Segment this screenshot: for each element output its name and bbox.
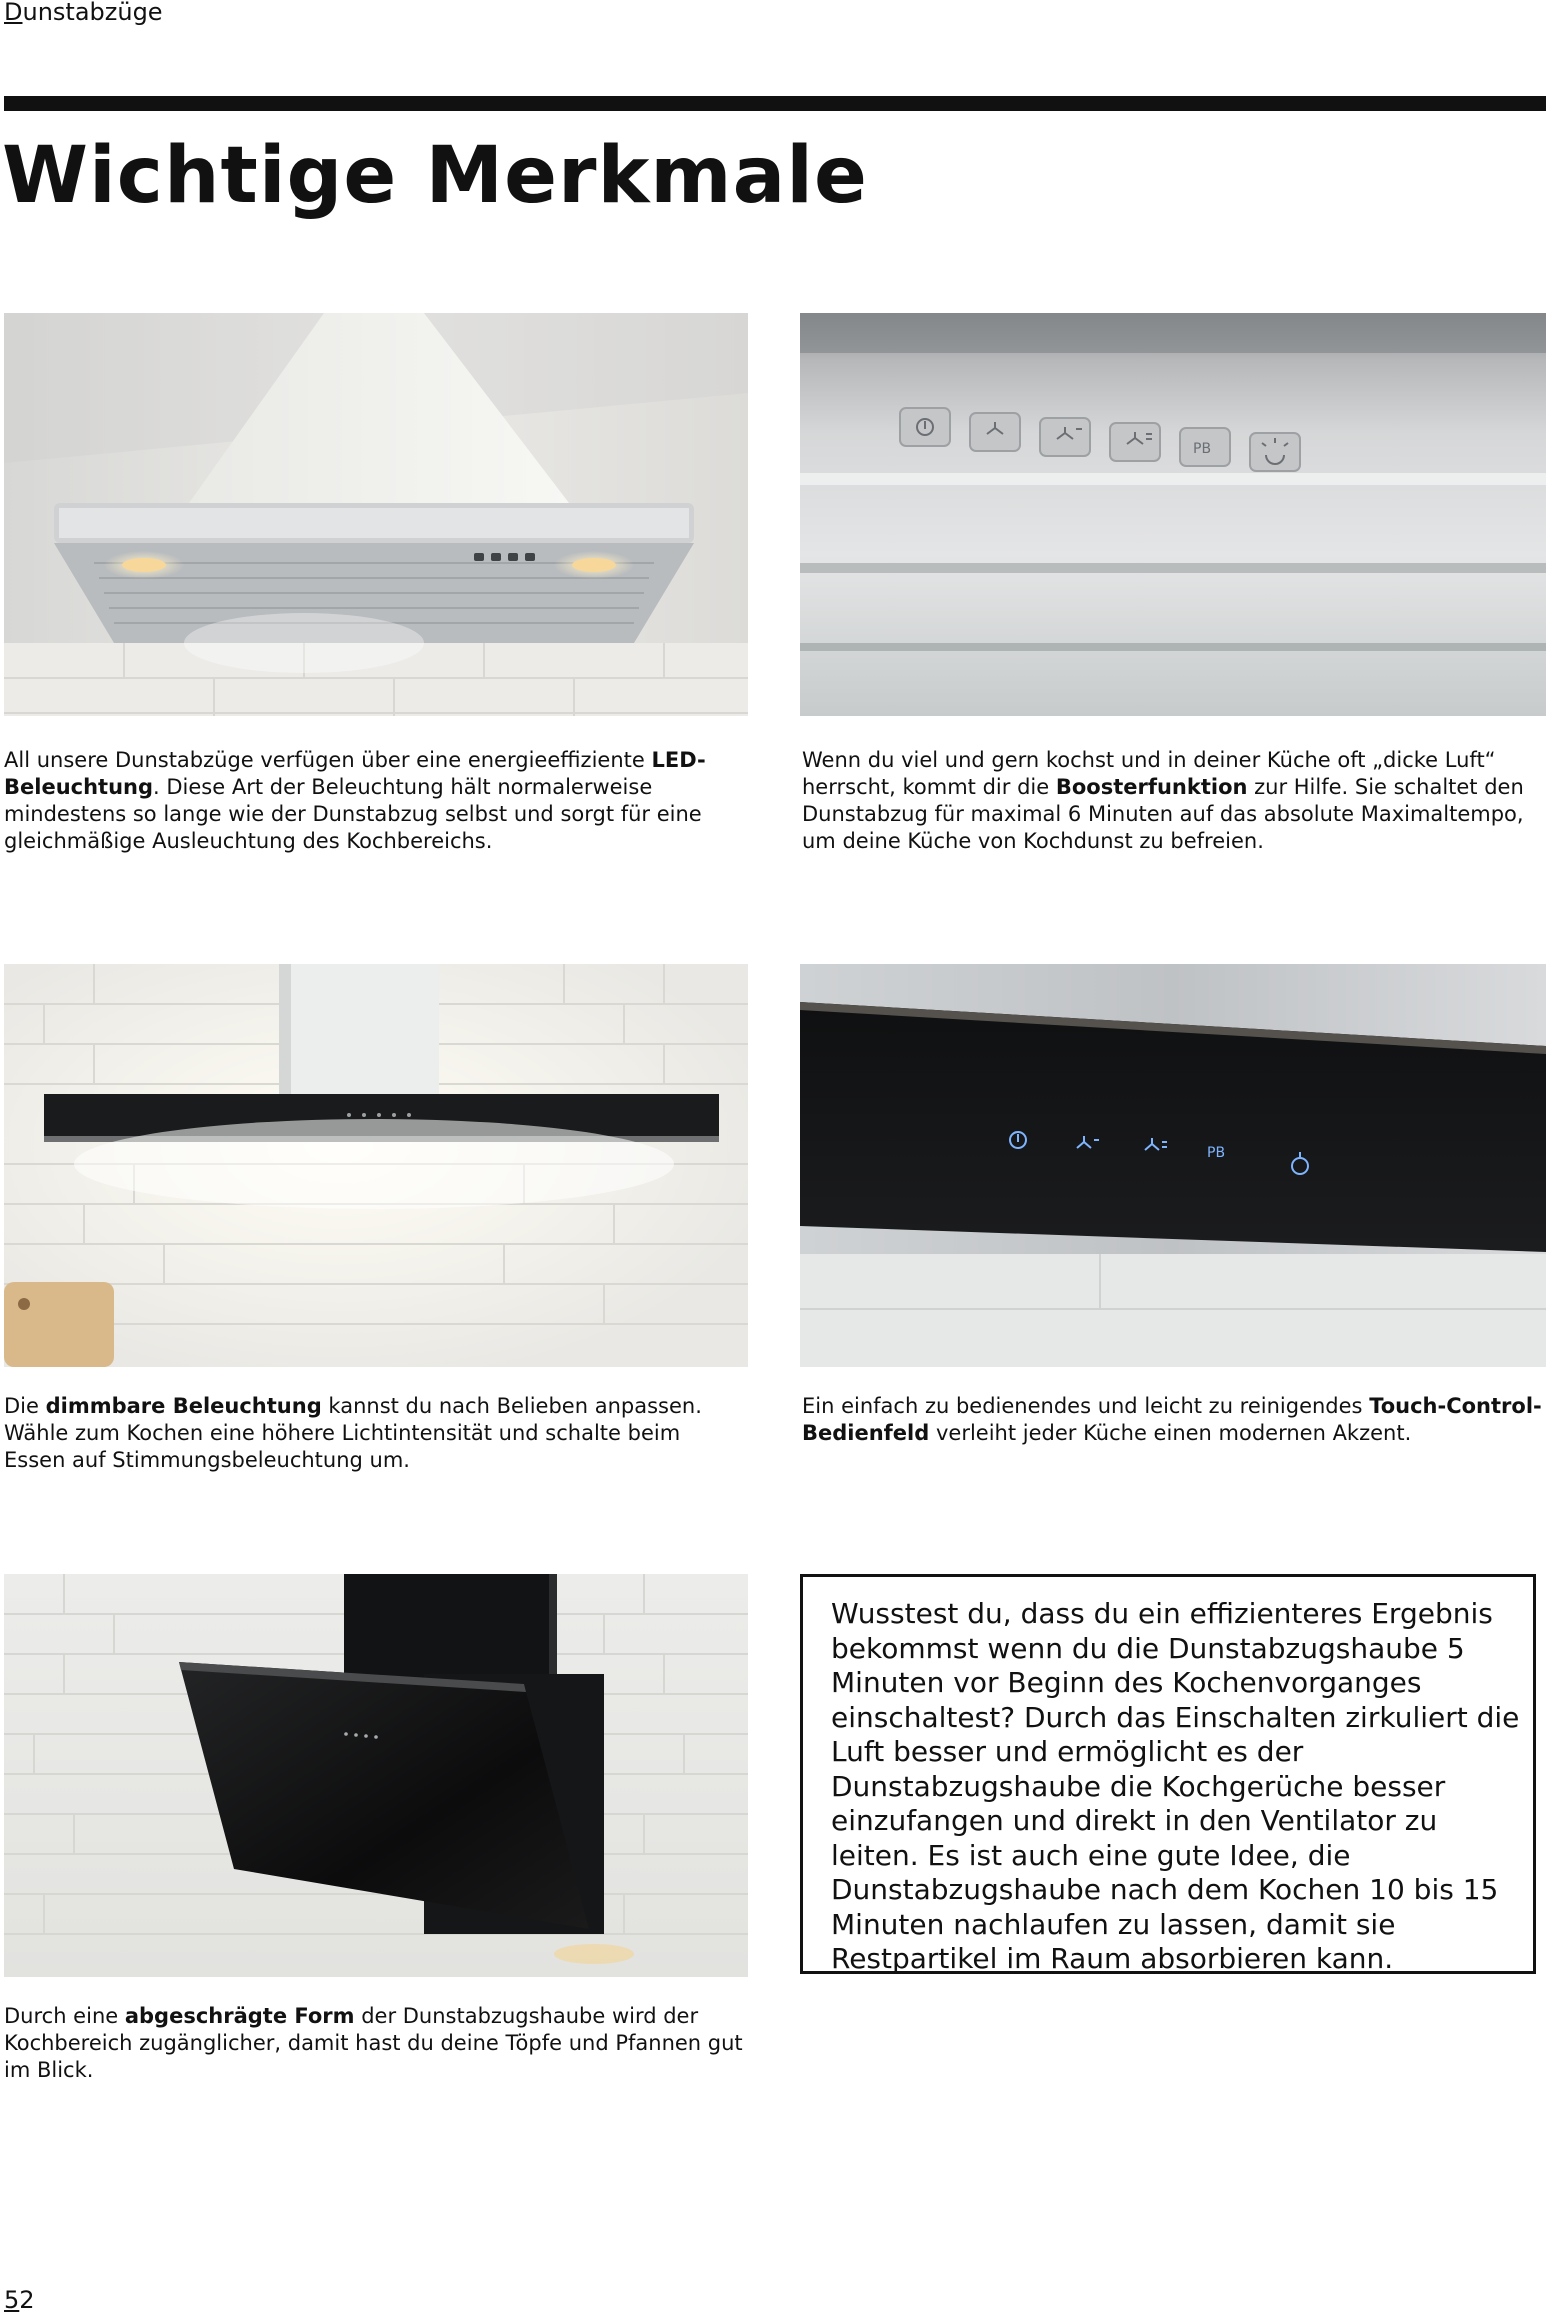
photo-chimney-hood-led (4, 313, 748, 716)
caption-booster-function: Wenn du viel und gern kochst und in deiner Küche oft „dicke Luft“ herrscht, kommt dir die Boosterfunktion zur Hilfe. Sie schaltet den Dunstabzug für maximal 6 Minuten auf das absolute Maximaltempo, um deine Küche von Kochdunst zu befreien. (802, 748, 1524, 853)
caption-dimmable-lighting: Die dimmbare Beleuchtung kannst du nach Belieben anpassen. Wähle zum Kochen eine höhere Lichtintensität und schalte beim Essen auf Stimmungsbeleuchtung um. (4, 1394, 702, 1472)
caption-angled-form: Durch eine abgeschrägte Form der Dunstabzugshaube wird der Kochbereich zugänglicher, damit hast du deine Töpfe und Pfannen gut im Blick. (4, 2004, 743, 2082)
photo-button-control-panel (800, 313, 1546, 716)
photo-touch-control-panel (800, 964, 1546, 1367)
svg-text:PB: PB (1193, 441, 1212, 457)
info-box-text: Wusstest du, dass du ein effizienteres Ergebnis bekommst wenn du die Dunstabzugshaube 5 Minuten vor Beginn des Kochenvorganges einschaltest? Durch das Einschalten zirkuliert die Luft besser und ermöglicht es der Dunstabzugshaube die Kochgerüche besser einzufangen und direkt in den Ventilator zu leiten. Es ist auch eine gute Idee, die Dunstabzugshaube nach dem Kochen 10 bis 15 Minuten nachlaufen zu lassen, damit sie Restpartikel im Raum absorbieren kann. (831, 1597, 1520, 1975)
page-number: 52 (4, 2286, 35, 2314)
section-label (4, 0, 163, 24)
page-title: Wichtige Merkmale (2, 131, 868, 221)
photo-dimmable-lighting (4, 964, 748, 1367)
section-label-initial: D (4, 0, 23, 26)
header-rule (4, 96, 1546, 111)
info-box-tip (800, 1574, 1536, 1974)
svg-text:PB: PB (1207, 1145, 1226, 1161)
section-label-rest: unstabzüge (22, 0, 163, 26)
caption-touch-control: Ein einfach zu bedienendes und leicht zu reinigendes Touch-Control-Bedienfeld verleiht jeder Küche einen modernen Akzent. (802, 1394, 1542, 1445)
caption-led-lighting: All unsere Dunstabzüge verfügen über eine energieeffiziente LED-Beleuchtung. Diese Art der Beleuchtung hält normalerweise mindestens so lange wie der Dunstabzug selbst und sorgt für eine gleichmäßige Ausleuchtung des Kochbereichs. (4, 748, 706, 853)
photo-angled-hood (4, 1574, 748, 1977)
